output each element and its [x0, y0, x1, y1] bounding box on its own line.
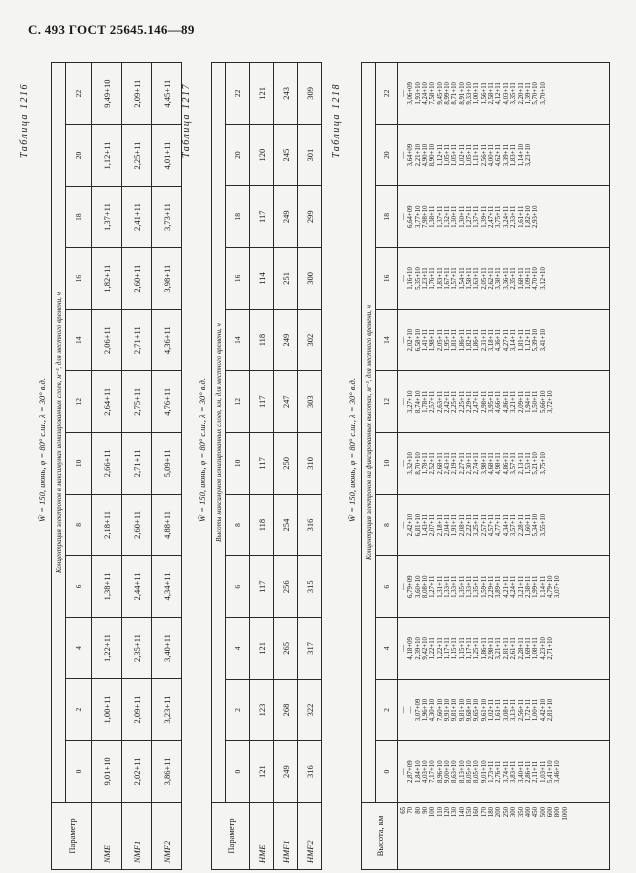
column-header: 2 [376, 679, 398, 741]
value-cell: 4,76+11 [152, 371, 182, 433]
value-cell: 250 [274, 433, 298, 495]
value-cell: 4,34+11 [152, 556, 182, 618]
value-cell: 2,02+11 [122, 740, 152, 802]
value-cell: 3,98+11 [152, 248, 182, 310]
value-cell: 4,88+11 [152, 494, 182, 556]
value-cell: 316 [298, 494, 322, 556]
column-header: 22 [66, 63, 92, 125]
value-cell: 1,00+11 [92, 679, 122, 741]
column-header: 18 [376, 186, 398, 248]
value-column: — 3,06+09 1,93+10 4,24+10 7,58+10 9,45+10 8,99+10 8,71+10 8,91+10 9,33+10 1,00+11 1,56+11 2,58+11 4,12+11 4,03+11 3,35+11 2,20+11 1,39+11 5,70+10 3,70+10 [398, 63, 610, 125]
value-cell: 2,09+11 [122, 679, 152, 741]
table-1216-caption: W̄ = 150, июнь, φ = 80° с.ш., λ = 30° в.д. [37, 378, 47, 522]
column-header: 14 [226, 309, 250, 371]
table-row [92, 63, 122, 870]
value-cell: 1,22+11 [92, 617, 122, 679]
value-cell: 2,75+11 [122, 371, 152, 433]
value-column: — 2,42+10 6,81+10 1,43+11 2,07+11 2,18+11 2,04+11 1,91+11 2,08+11 2,22+11 3,25+11 2,57+11 4,57+11 4,77+11 4,34+11 3,57+11 2,28+11 1,60+11 5,34+10 3,55+10 [398, 494, 610, 556]
column-header: 6 [226, 556, 250, 618]
value-cell: 2,35+11 [122, 617, 152, 679]
column-header: 4 [226, 618, 250, 680]
value-cell: 121 [250, 618, 274, 680]
value-cell: 117 [250, 186, 274, 248]
value-cell: 123 [250, 679, 274, 741]
rotated-page-body [15, 60, 620, 870]
value-cell: 2,64+11 [92, 371, 122, 433]
value-cell: 301 [298, 124, 322, 186]
value-cell: 309 [298, 63, 322, 125]
value-cell: 317 [298, 618, 322, 680]
value-cell: 3,86+11 [152, 740, 182, 802]
param-cell: NMF1 [122, 803, 152, 870]
value-cell: 1,82+11 [92, 248, 122, 310]
value-cell: 2,25+11 [122, 125, 152, 187]
value-cell: 299 [298, 186, 322, 248]
table-row [274, 63, 298, 870]
group-header: Концентрация электронов на фиксированных высотах, м⁻³, для местного времени, ч [362, 63, 376, 803]
table-1217 [211, 62, 322, 870]
column-header: 22 [376, 63, 398, 125]
value-column: — 3,32+10 8,70+10 1,78+11 2,52+11 2,68+11 2,43+11 2,19+11 2,27+11 2,30+11 2,74+11 3,98+11 4,68+11 4,98+11 4,86+11 3,57+11 2,13+11 1,53+11 5,21+10 3,75+10 [398, 433, 610, 495]
value-cell: 310 [298, 433, 322, 495]
column-header: 4 [66, 617, 92, 679]
column-header-row [376, 63, 398, 870]
value-cell: 117 [250, 556, 274, 618]
table-body-row [398, 63, 610, 870]
value-cell: 247 [274, 371, 298, 433]
value-cell: 2,66+11 [92, 433, 122, 495]
column-header: 10 [376, 433, 398, 495]
column-header: 22 [226, 63, 250, 125]
value-cell: 243 [274, 63, 298, 125]
table-1216 [51, 62, 182, 870]
column-header: 2 [226, 679, 250, 741]
value-cell: 2,44+11 [122, 556, 152, 618]
table-1218-label: Таблица 1218 [331, 83, 342, 158]
param-cell: HME [250, 803, 274, 870]
value-column: — 3,27+10 8,74+10 1,78+11 2,57+11 2,63+11 2,42+11 2,25+11 2,25+11 2,29+11 2,47+11 2,98+11 3,95+11 4,66+11 4,86+11 3,21+11 2,09+11 1,94+11 1,50+11 5,66+10 3,72+10 [398, 371, 610, 433]
value-cell: 315 [298, 556, 322, 618]
heights-column: 65 70 80 90 100 110 120 130 140 150 160 170 180 200 250 300 350 400 450 500 600 800 1000 [398, 803, 610, 870]
column-header: 20 [66, 125, 92, 187]
value-cell: 2,71+11 [122, 433, 152, 495]
value-cell: 117 [250, 433, 274, 495]
value-cell: 4,36+11 [152, 309, 182, 371]
value-cell: 249 [274, 741, 298, 803]
value-cell: 249 [274, 309, 298, 371]
value-cell: 265 [274, 618, 298, 680]
value-cell: 120 [250, 124, 274, 186]
value-cell: 1,12+11 [92, 125, 122, 187]
column-header: 16 [66, 248, 92, 310]
value-cell: 9,01+10 [92, 740, 122, 802]
column-header: 20 [226, 124, 250, 186]
value-cell: 114 [250, 248, 274, 310]
value-cell: 3,23+11 [152, 679, 182, 741]
value-cell: 118 [250, 494, 274, 556]
column-header-row [226, 63, 250, 870]
height-header: Высота, км [362, 803, 398, 870]
column-header: 10 [226, 433, 250, 495]
value-cell: 118 [250, 309, 274, 371]
value-column: — 6,79+09 3,60+10 8,08+10 1,27+11 1,31+11 1,33+11 1,33+11 1,35+11 1,33+11 1,35+11 1,59+11 2,29+11 3,89+11 4,21+11 4,24+11 3,21+11 2,38+11 1,99+11 1,14+11 4,79+10 3,07+10 [398, 556, 610, 618]
table-row [152, 63, 182, 870]
value-cell: 316 [298, 741, 322, 803]
value-column: — 4,18+09 2,39+10 9,42+10 1,22+11 1,22+11 1,17+11 1,15+11 1,15+11 1,17+11 1,25+11 1,86+11 2,98+11 3,21+11 2,81+11 2,61+11 2,28+11 1,69+11 1,08+11 4,23+10 2,71+10 [398, 618, 610, 680]
column-header: 6 [376, 556, 398, 618]
param-cell: HMF1 [274, 803, 298, 870]
table-1218-caption: W̄ = 150, июнь, φ = 80° с.ш., λ = 30° в.д. [347, 378, 357, 522]
value-cell: 2,06+11 [92, 309, 122, 371]
table-row [122, 63, 152, 870]
value-cell: 121 [250, 63, 274, 125]
value-cell: 302 [298, 309, 322, 371]
value-cell: 2,60+11 [122, 248, 152, 310]
value-cell: 1,38+11 [92, 556, 122, 618]
value-cell: 254 [274, 494, 298, 556]
value-column: — 2,87+09 1,84+10 4,03+10 7,17+10 8,96+10 9,00+10 8,63+10 8,13+10 8,05+10 8,05+10 9,01+10 1,73+11 2,76+11 3,74+11 3,83+11 3,40+11 2,86+11 2,11+11 1,03+11 5,41+10 3,46+10 [398, 741, 610, 803]
value-column: — 2,02+10 6,58+10 1,41+11 1,98+11 2,05+11 1,95+11 1,81+11 1,86+11 1,82+11 1,86+11 2,31+11 3,18+11 4,36+11 4,27+11 3,14+11 1,81+11 1,12+11 5,39+10 3,41+10 [398, 309, 610, 371]
table-1216-label: Таблица 1216 [19, 83, 30, 158]
param-cell: NME [92, 803, 122, 870]
value-cell: 249 [274, 186, 298, 248]
column-header: 14 [66, 309, 92, 371]
column-header: 12 [376, 371, 398, 433]
table-1217-label: Таблица 1217 [181, 83, 192, 158]
rotated-content [15, 60, 620, 870]
column-header-row [66, 63, 92, 870]
column-header: 12 [66, 371, 92, 433]
column-header: 8 [376, 494, 398, 556]
table-row [298, 63, 322, 870]
param-cell: HMF2 [298, 803, 322, 870]
column-header: 16 [226, 248, 250, 310]
value-cell: 3,73+11 [152, 186, 182, 248]
group-header: Концентрация электронов в максимумах ионизированных слоев, м⁻³, для местного времени, ч [52, 63, 66, 803]
value-cell: 256 [274, 556, 298, 618]
table-1217-caption: W̄ = 150, июнь, φ = 80° с.ш., λ = 30° в.д. [197, 378, 207, 522]
value-cell: 2,71+11 [122, 309, 152, 371]
value-cell: 2,09+11 [122, 63, 152, 125]
column-header: 8 [226, 494, 250, 556]
column-header: 6 [66, 556, 92, 618]
value-cell: 303 [298, 371, 322, 433]
value-column: — 1,16+10 5,35+10 1,23+11 1,76+11 1,83+11 1,67+11 1,57+11 1,54+11 1,58+11 1,63+11 2,05+11 2,62+11 3,38+11 3,36+11 2,35+11 1,68+11 1,09+11 4,70+10 3,12+10 [398, 248, 610, 310]
param-cell: NMF2 [152, 803, 182, 870]
value-cell: 268 [274, 679, 298, 741]
value-cell: 2,41+11 [122, 186, 152, 248]
value-cell: 117 [250, 371, 274, 433]
value-cell: 5,09+11 [152, 433, 182, 495]
value-cell: 322 [298, 679, 322, 741]
value-cell: 121 [250, 741, 274, 803]
column-header: 0 [66, 740, 92, 802]
column-header: 12 [226, 371, 250, 433]
value-cell: 2,60+11 [122, 494, 152, 556]
value-cell: 3,40+11 [152, 617, 182, 679]
value-cell: 300 [298, 248, 322, 310]
value-cell: 9,49+10 [92, 63, 122, 125]
column-header: 18 [226, 186, 250, 248]
column-header: 20 [376, 124, 398, 186]
column-header: 14 [376, 309, 398, 371]
value-column: — — 3,07+09 1,96+10 4,30+10 7,60+10 9,91+10 9,81+10 9,81+10 9,68+10 9,65+10 9,61+10 1,02+11 1,61+11 3,08+11 3,13+11 2,56+11 1,72+11 1,00+11 4,42+10 2,81+10 [398, 679, 610, 741]
value-cell: 1,37+11 [92, 186, 122, 248]
group-header: Высоты максимумов ионизированных слоев, км, для местного времени, ч [212, 63, 226, 803]
value-cell: 4,45+11 [152, 63, 182, 125]
value-column: — 3,64+09 2,21+10 4,90+10 8,90+10 1,12+11 1,05+11 1,05+11 1,02+11 1,05+11 1,11+11 2,56+11 4,00+11 4,62+11 3,39+11 1,83+11 1,14+10 3,23+10 [398, 124, 610, 186]
value-cell: 245 [274, 124, 298, 186]
value-cell: 2,18+11 [92, 494, 122, 556]
param-header: Параметр [52, 803, 92, 870]
table-1218 [361, 62, 610, 870]
table-row [250, 63, 274, 870]
column-header: 0 [226, 741, 250, 803]
column-header: 0 [376, 741, 398, 803]
column-header: 10 [66, 433, 92, 495]
column-header: 16 [376, 248, 398, 310]
column-header: 18 [66, 186, 92, 248]
column-header: 2 [66, 679, 92, 741]
value-column: — 6,64+09 3,77+10 7,98+10 1,38+11 1,37+11 1,32+11 1,30+11 1,30+11 1,27+11 1,37+11 1,39+11 2,47+11 3,75+11 3,24+11 2,33+11 1,61+11 1,82+10 2,93+10 [398, 186, 610, 248]
page-header: С. 493 ГОСТ 25645.146—89 [28, 22, 195, 37]
value-cell: 251 [274, 248, 298, 310]
value-cell: 4,01+11 [152, 125, 182, 187]
column-header: 4 [376, 618, 398, 680]
param-header: Параметр [212, 803, 250, 870]
column-header: 8 [66, 494, 92, 556]
